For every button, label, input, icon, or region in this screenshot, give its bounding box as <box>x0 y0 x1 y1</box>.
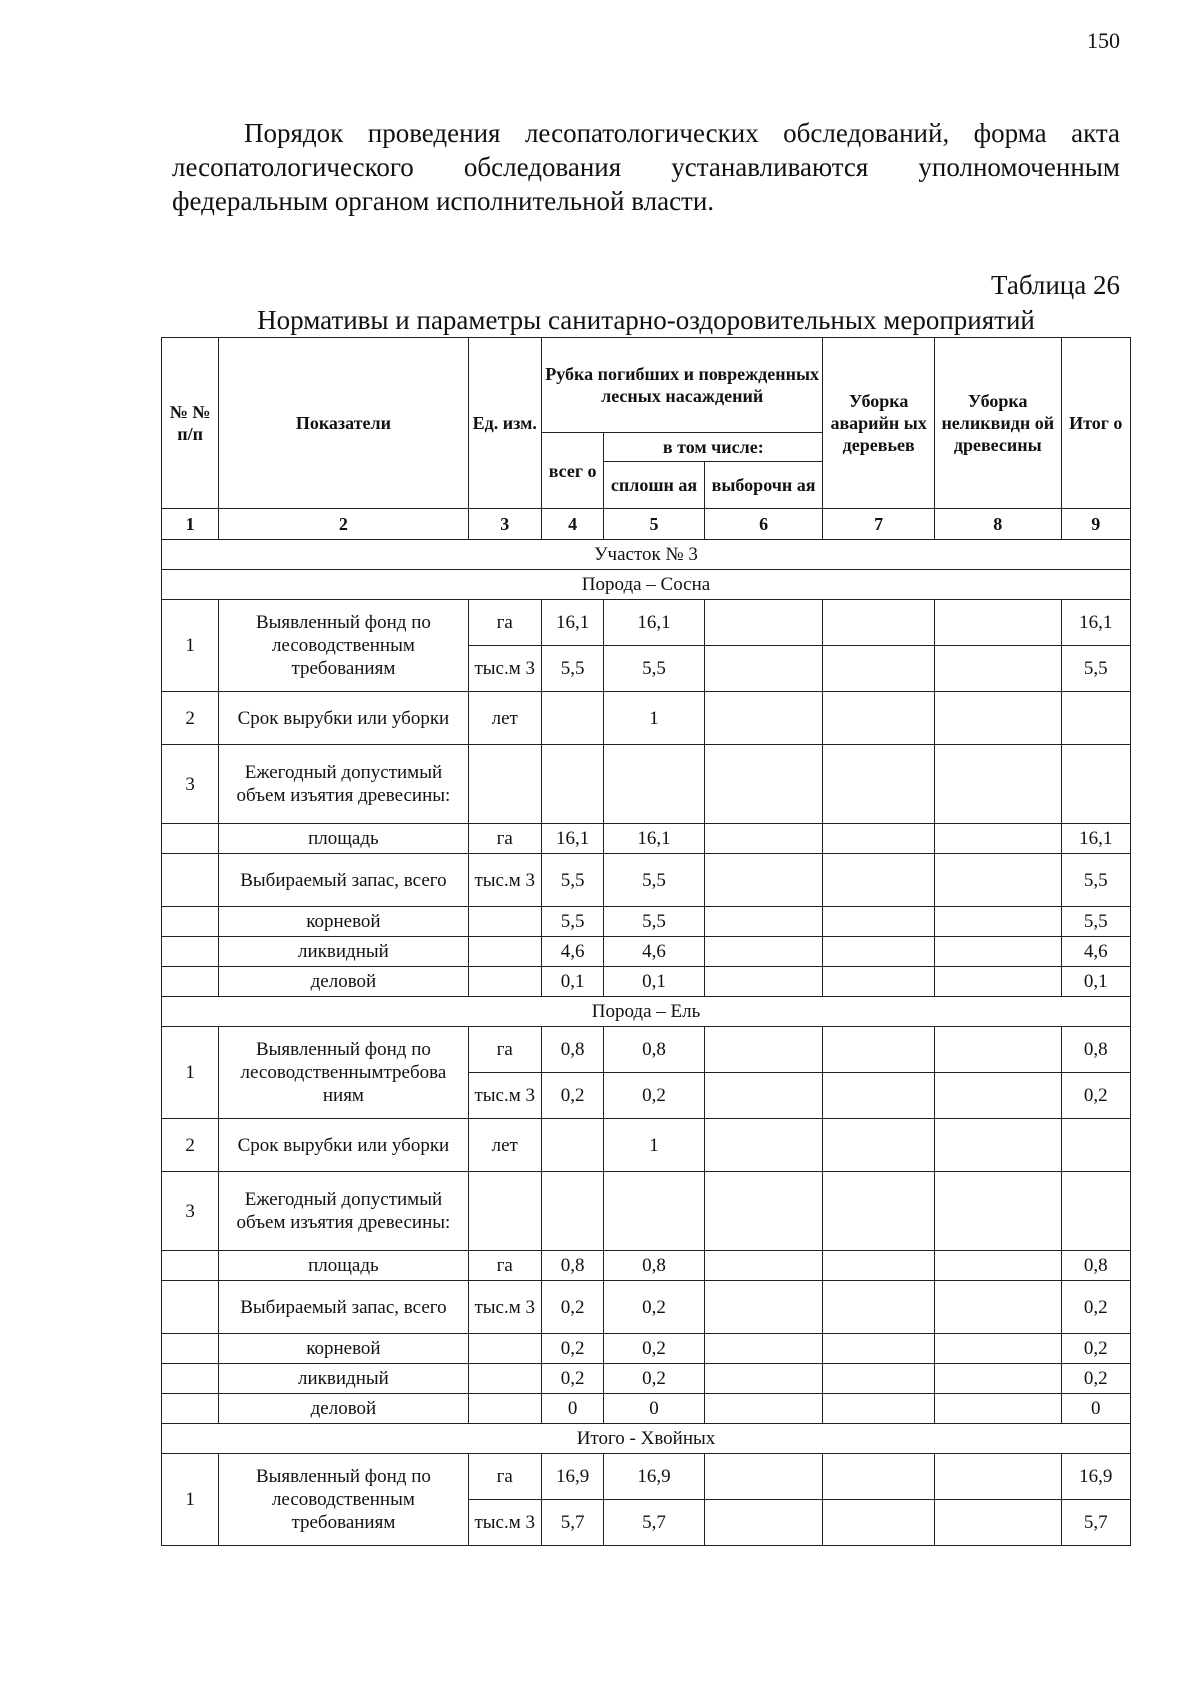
value-cell: 0 <box>604 1394 705 1424</box>
row-label: площадь <box>219 1251 468 1281</box>
value-cell <box>934 646 1061 692</box>
row-label: Ежегодный допустимый объем изъятия древесины: <box>219 1172 468 1251</box>
table-row <box>162 1364 1131 1394</box>
table-row <box>162 1281 1131 1334</box>
unit-cell: га <box>468 1454 541 1500</box>
value-cell: 16,1 <box>604 824 705 854</box>
row-number: 2 <box>162 692 219 745</box>
table-row <box>162 907 1131 937</box>
row-number: 1 <box>162 600 219 692</box>
row-label: деловой <box>219 967 468 997</box>
row-number: 2 <box>162 1119 219 1172</box>
header-itogo: Итог о <box>1061 338 1130 509</box>
table-row <box>162 1334 1131 1364</box>
value-cell: 0 <box>541 1394 603 1424</box>
value-cell: 4,6 <box>604 937 705 967</box>
table-row <box>162 1027 1131 1073</box>
table-row <box>162 600 1131 646</box>
header-illiquid: Уборка неликвидн ой древесины <box>934 338 1061 509</box>
row-label: Выявленный фонд по лесоводственнымтребова ниям <box>219 1027 468 1119</box>
unit-cell <box>468 967 541 997</box>
value-cell <box>704 646 823 692</box>
value-cell: 16,1 <box>1061 824 1130 854</box>
unit-cell <box>468 1364 541 1394</box>
col-number: 2 <box>219 509 468 540</box>
value-cell: 5,5 <box>604 854 705 907</box>
unit-cell: лет <box>468 692 541 745</box>
row-number: 3 <box>162 745 219 824</box>
table-title: Нормативы и параметры санитарно-оздоровительных мероприятий <box>257 305 1035 335</box>
value-cell: 0,2 <box>541 1281 603 1334</box>
row-number: 1 <box>162 1454 219 1546</box>
section-label: Итого - Хвойных <box>162 1424 1131 1454</box>
header-indicators: Показатели <box>219 338 468 509</box>
value-cell: 4,6 <box>541 937 603 967</box>
unit-cell <box>468 1394 541 1424</box>
value-cell: 5,7 <box>604 1500 705 1546</box>
page-number: 150 <box>1087 28 1120 53</box>
unit-cell: тыс.м 3 <box>468 1073 541 1119</box>
table-body <box>162 540 1131 1546</box>
unit-cell: лет <box>468 1119 541 1172</box>
row-label: деловой <box>219 1394 468 1424</box>
row-label: корневой <box>219 907 468 937</box>
section-row <box>162 997 1131 1027</box>
row-number: 3 <box>162 1172 219 1251</box>
value-cell: 5,5 <box>541 907 603 937</box>
table-row <box>162 1394 1131 1424</box>
col-number: 1 <box>162 509 219 540</box>
value-cell: 0,2 <box>1061 1364 1130 1394</box>
header-selective: выборочн ая <box>704 462 823 509</box>
unit-cell: га <box>468 1027 541 1073</box>
table-row <box>162 937 1131 967</box>
value-cell <box>704 600 823 646</box>
unit-cell <box>468 907 541 937</box>
col-number: 5 <box>604 509 705 540</box>
norms-table <box>161 337 1131 1546</box>
value-cell: 0,8 <box>541 1027 603 1073</box>
section-row <box>162 1424 1131 1454</box>
value-cell: 0,1 <box>1061 967 1130 997</box>
unit-cell: тыс.м 3 <box>468 854 541 907</box>
section-row <box>162 540 1131 570</box>
value-cell: 1 <box>604 692 705 745</box>
table-row <box>162 967 1131 997</box>
value-cell: 1 <box>604 1119 705 1172</box>
value-cell: 0,2 <box>1061 1073 1130 1119</box>
unit-cell: тыс.м 3 <box>468 1281 541 1334</box>
row-label: корневой <box>219 1334 468 1364</box>
header-emergency: Уборка аварийн ых деревьев <box>823 338 935 509</box>
unit-cell <box>468 1334 541 1364</box>
value-cell <box>934 600 1061 646</box>
value-cell: 5,5 <box>604 646 705 692</box>
value-cell: 5,5 <box>1061 646 1130 692</box>
value-cell: 0,2 <box>604 1364 705 1394</box>
value-cell: 0,2 <box>541 1334 603 1364</box>
value-cell: 5,5 <box>541 646 603 692</box>
value-cell: 0,8 <box>604 1251 705 1281</box>
value-cell: 0,2 <box>1061 1281 1130 1334</box>
value-cell: 0,2 <box>541 1073 603 1119</box>
value-cell: 0,2 <box>1061 1334 1130 1364</box>
value-cell <box>704 692 823 745</box>
table-row <box>162 824 1131 854</box>
table-row <box>162 1172 1131 1251</box>
table-number-label: Таблица 26 <box>991 270 1120 300</box>
value-cell: 5,7 <box>541 1500 603 1546</box>
table-row <box>162 692 1131 745</box>
unit-cell: га <box>468 600 541 646</box>
value-cell <box>823 646 935 692</box>
table-row <box>162 1251 1131 1281</box>
value-cell: 0,1 <box>541 967 603 997</box>
value-cell: 0,2 <box>604 1281 705 1334</box>
row-label: Срок вырубки или уборки <box>219 1119 468 1172</box>
value-cell: 0,8 <box>1061 1251 1130 1281</box>
header-unit: Ед. изм. <box>468 338 541 509</box>
section-label: Участок № 3 <box>162 540 1131 570</box>
value-cell <box>934 692 1061 745</box>
table-row <box>162 745 1131 824</box>
section-label: Порода – Ель <box>162 997 1131 1027</box>
row-label: Ежегодный допустимый объем изъятия древесины: <box>219 745 468 824</box>
table-row <box>162 1119 1131 1172</box>
row-label: Выбираемый запас, всего <box>219 1281 468 1334</box>
row-label: Выявленный фонд по лесоводственным требованиям <box>219 600 468 692</box>
table-row <box>162 854 1131 907</box>
value-cell: 0,8 <box>604 1027 705 1073</box>
col-number: 4 <box>541 509 603 540</box>
row-label: площадь <box>219 824 468 854</box>
value-cell: 16,9 <box>604 1454 705 1500</box>
value-cell: 16,1 <box>604 600 705 646</box>
intro-paragraph: Порядок проведения лесопатологических обследований, форма акта лесопатологического обследования устанавливаются уполномоченным федеральным органом исполнительной власти. <box>172 118 1120 216</box>
value-cell: 16,9 <box>541 1454 603 1500</box>
value-cell: 0,2 <box>604 1073 705 1119</box>
col-number: 9 <box>1061 509 1130 540</box>
row-label: ликвидный <box>219 1364 468 1394</box>
value-cell: 5,5 <box>1061 907 1130 937</box>
value-cell: 16,1 <box>541 824 603 854</box>
header-total-sub: всег о <box>541 433 603 509</box>
row-number: 1 <box>162 1027 219 1119</box>
section-row <box>162 570 1131 600</box>
value-cell: 4,6 <box>1061 937 1130 967</box>
row-label: ликвидный <box>219 937 468 967</box>
unit-cell: га <box>468 824 541 854</box>
value-cell: 5,7 <box>1061 1500 1130 1546</box>
unit-cell: тыс.м 3 <box>468 1500 541 1546</box>
header-clear: сплошн ая <box>604 462 705 509</box>
column-number-row <box>162 509 1131 540</box>
table-header <box>162 338 1131 540</box>
col-number: 3 <box>468 509 541 540</box>
value-cell: 0,1 <box>604 967 705 997</box>
value-cell <box>823 600 935 646</box>
header-felling: Рубка погибших и поврежденных лесных насаждений <box>541 338 822 433</box>
value-cell: 16,9 <box>1061 1454 1130 1500</box>
value-cell: 0,2 <box>604 1334 705 1364</box>
value-cell: 0 <box>1061 1394 1130 1424</box>
value-cell <box>1061 692 1130 745</box>
header-including: в том числе: <box>604 433 823 462</box>
col-number: 6 <box>704 509 823 540</box>
col-number: 8 <box>934 509 1061 540</box>
value-cell: 5,5 <box>541 854 603 907</box>
table-row <box>162 1454 1131 1500</box>
value-cell: 5,5 <box>1061 854 1130 907</box>
col-number: 7 <box>823 509 935 540</box>
value-cell <box>541 692 603 745</box>
value-cell <box>823 692 935 745</box>
unit-cell <box>468 937 541 967</box>
unit-cell: тыс.м 3 <box>468 646 541 692</box>
row-label: Выбираемый запас, всего <box>219 854 468 907</box>
section-label: Порода – Сосна <box>162 570 1131 600</box>
row-label: Выявленный фонд по лесоводственным требованиям <box>219 1454 468 1546</box>
value-cell: 0,8 <box>541 1251 603 1281</box>
unit-cell: га <box>468 1251 541 1281</box>
row-label: Срок вырубки или уборки <box>219 692 468 745</box>
value-cell: 16,1 <box>1061 600 1130 646</box>
value-cell: 0,8 <box>1061 1027 1130 1073</box>
value-cell: 5,5 <box>604 907 705 937</box>
value-cell: 16,1 <box>541 600 603 646</box>
value-cell: 0,2 <box>541 1364 603 1394</box>
header-num: № № п/п <box>162 338 219 509</box>
